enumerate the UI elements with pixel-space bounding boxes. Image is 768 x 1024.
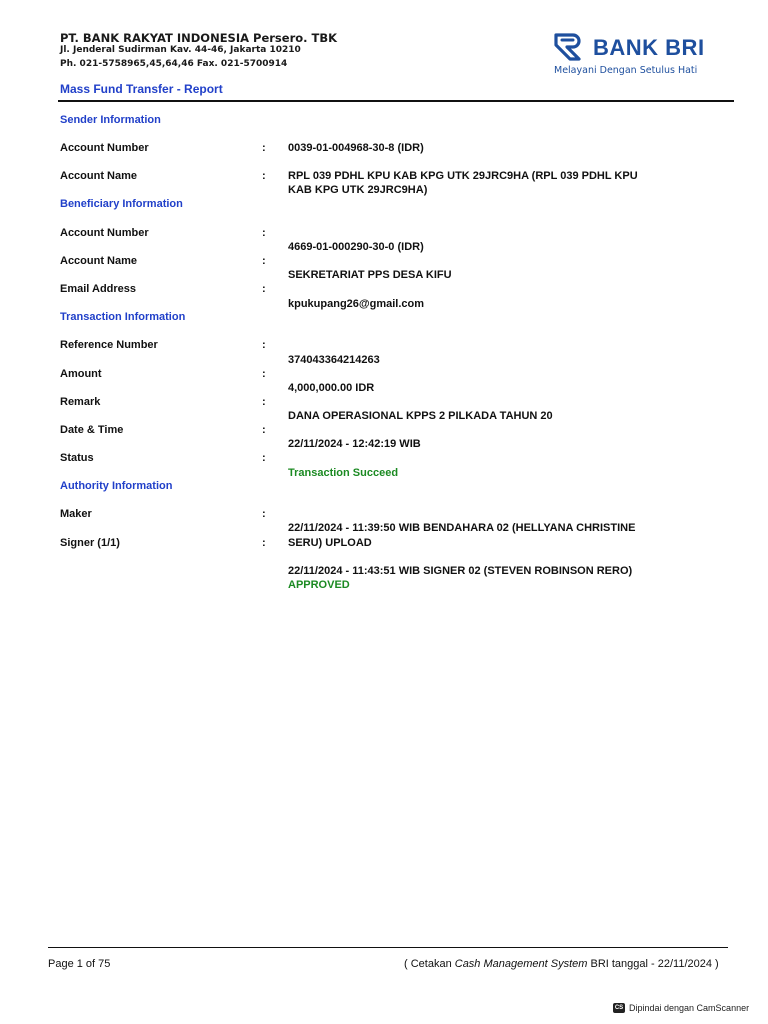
beneficiary-account-number-label: Account Number — [60, 227, 149, 239]
beneficiary-account-name: SEKRETARIAT PPS DESA KIFU — [288, 269, 452, 281]
beneficiary-email: kpukupang26@gmail.com — [288, 298, 425, 310]
header-divider — [58, 100, 734, 102]
colon: : — [262, 368, 266, 380]
sender-account-number-label: Account Number — [60, 142, 149, 154]
transaction-datetime: 22/11/2024 - 12:42:19 WIB — [288, 438, 421, 450]
signer-status: APPROVED — [288, 579, 350, 591]
section-transaction: Transaction Information — [60, 311, 186, 323]
beneficiary-email-label: Email Address — [60, 283, 137, 295]
section-authority: Authority Information — [60, 480, 173, 492]
bri-logo-mark-icon — [553, 32, 589, 62]
remark-label: Remark — [60, 396, 101, 408]
colon: : — [262, 424, 266, 436]
sender-account-number: 0039-01-004968-30-8 (IDR) — [288, 142, 424, 154]
sender-account-name-line2: KAB KPG UTK 29JRC9HA) — [288, 184, 428, 196]
logo-tagline: Melayani Dengan Setulus Hati — [554, 65, 698, 76]
colon: : — [262, 255, 266, 267]
colon: : — [262, 508, 266, 520]
remark: DANA OPERASIONAL KPPS 2 PILKADA TAHUN 20 — [288, 410, 553, 422]
colon: : — [262, 339, 266, 351]
camscanner-text: Dipindai dengan CamScanner — [629, 1003, 750, 1013]
maker-line2: SERU) UPLOAD — [288, 537, 372, 549]
company-name: PT. BANK RAKYAT INDONESIA Persero. TBK — [60, 31, 338, 45]
colon: : — [262, 142, 266, 154]
printed-note-prefix: ( Cetakan — [404, 958, 455, 970]
logo-brand-text: BANK BRI — [593, 35, 705, 60]
sender-account-name-label: Account Name — [60, 170, 138, 182]
sender-account-name-line1: RPL 039 PDHL KPU KAB KPG UTK 29JRC9HA (RPL 039 PDHL KPU — [288, 170, 638, 182]
colon: : — [262, 227, 266, 239]
colon: : — [262, 537, 266, 549]
section-beneficiary: Beneficiary Information — [60, 198, 183, 210]
report-title: Mass Fund Transfer - Report — [60, 82, 223, 96]
status-label: Status — [60, 452, 94, 464]
reference-number: 374043364214263 — [288, 354, 380, 366]
transaction-status: Transaction Succeed — [288, 467, 399, 479]
colon: : — [262, 283, 266, 295]
printed-note — [404, 958, 719, 970]
camscanner-watermark — [613, 1003, 749, 1013]
company-address: Jl. Jenderal Sudirman Kav. 44-46, Jakarta 10210 — [60, 45, 301, 55]
signer-label: Signer (1/1) — [60, 537, 120, 549]
printed-note-system: Cash Management System — [454, 958, 588, 970]
beneficiary-account-number: 4669-01-000290-30-0 (IDR) — [288, 241, 424, 253]
colon: : — [262, 170, 266, 182]
camscanner-icon: CS — [614, 1005, 624, 1011]
datetime-label: Date & Time — [60, 424, 124, 436]
amount: 4,000,000.00 IDR — [288, 382, 375, 394]
printed-note-suffix: BRI tanggal - 22/11/2024 ) — [587, 958, 719, 970]
section-sender: Sender Information — [60, 114, 161, 126]
amount-label: Amount — [60, 368, 102, 380]
company-phone: Ph. 021-5758965,45,64,46 Fax. 021-5700914 — [60, 59, 288, 69]
maker-line1: 22/11/2024 - 11:39:50 WIB BENDAHARA 02 (HELLYANA CHRISTINE — [288, 522, 636, 534]
colon: : — [262, 452, 266, 464]
beneficiary-account-name-label: Account Name — [60, 255, 138, 267]
colon: : — [262, 396, 266, 408]
maker-label: Maker — [60, 508, 92, 520]
signer-line1: 22/11/2024 - 11:43:51 WIB SIGNER 02 (STEVEN ROBINSON RERO) — [288, 565, 633, 577]
page-number: Page 1 of 75 — [48, 958, 111, 970]
reference-number-label: Reference Number — [60, 339, 158, 351]
footer-divider — [48, 947, 728, 948]
bri-logo — [553, 32, 733, 80]
